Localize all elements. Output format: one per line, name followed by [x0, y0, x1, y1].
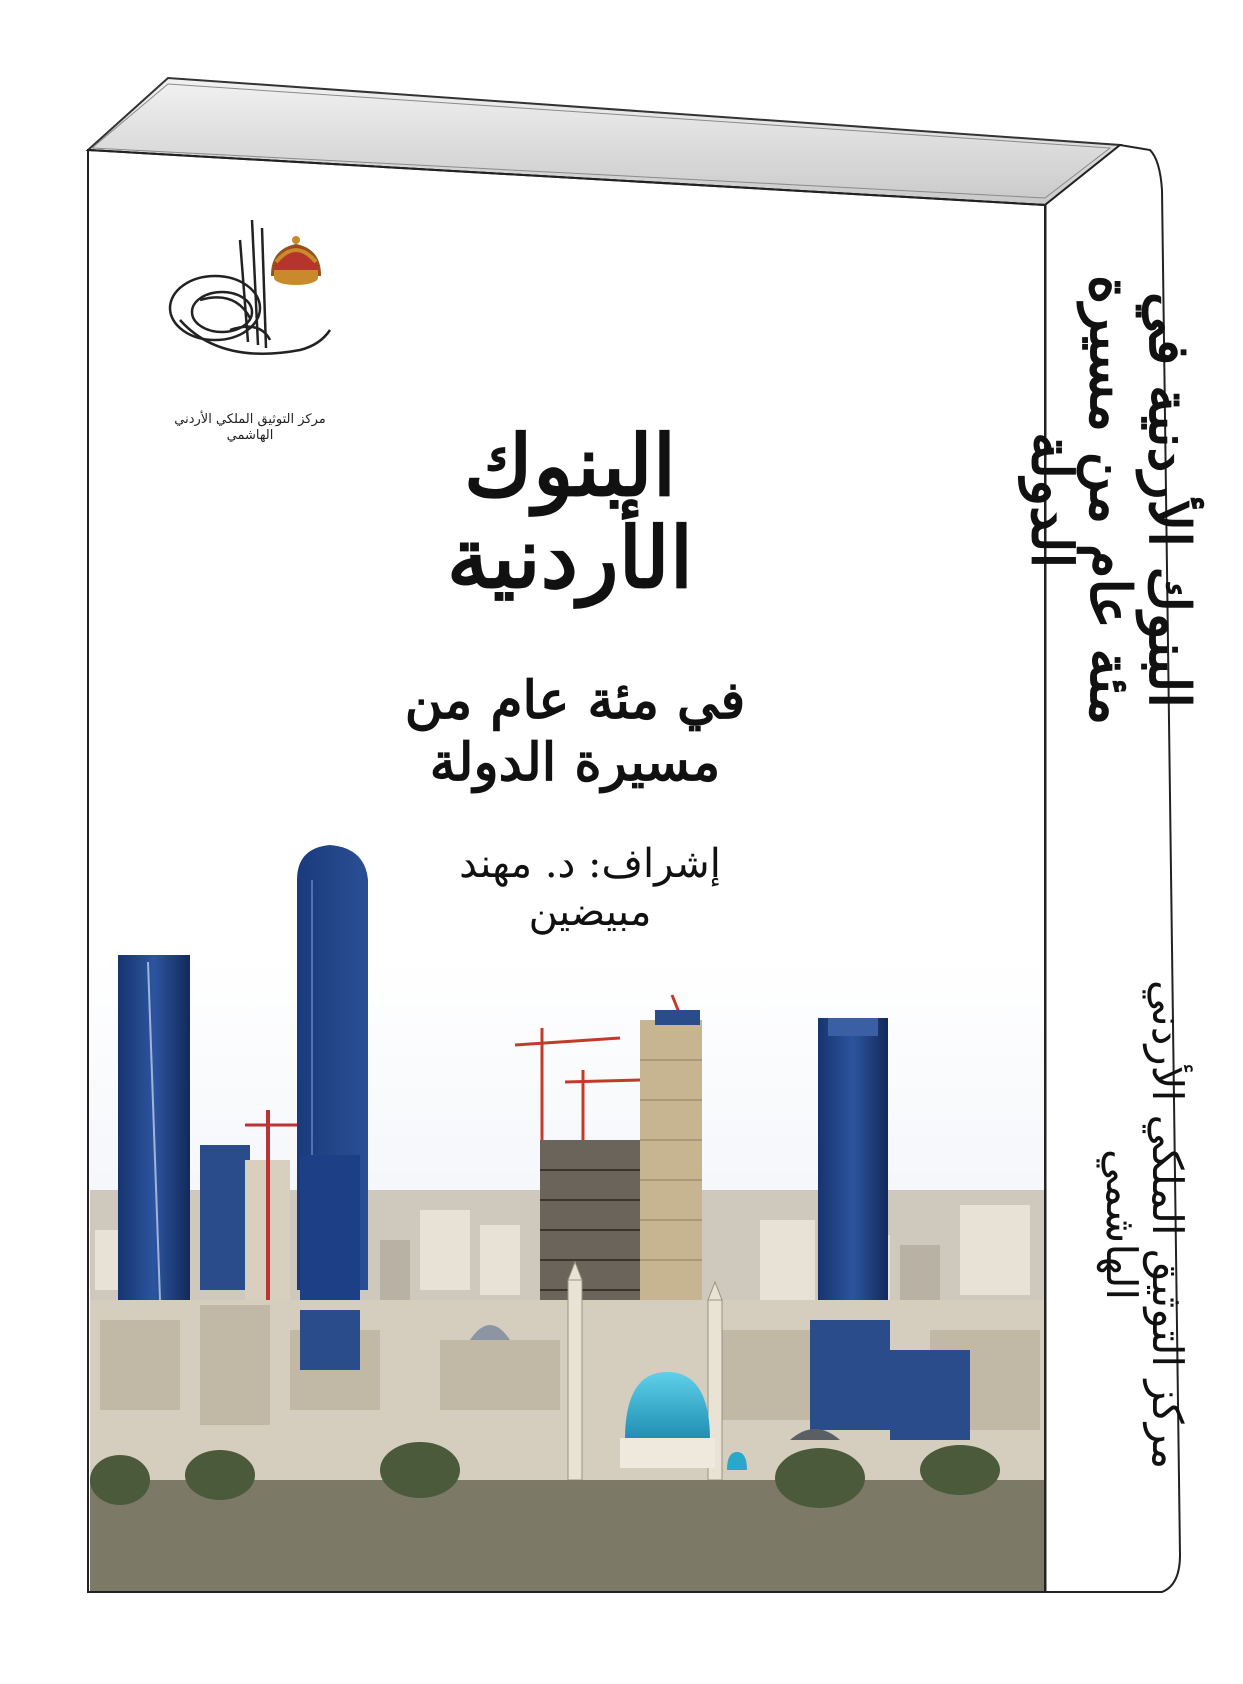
- publisher-label: مركز التوثيق الملكي الأردني الهاشمي: [174, 412, 326, 443]
- book-subtitle: في مئة عام من مسيرة الدولة: [404, 670, 746, 794]
- tower-right: [818, 1018, 888, 1328]
- book-title: البنوك الأردنية: [446, 416, 694, 608]
- tower-beige: [640, 1020, 702, 1310]
- spine-publisher: مركز التوثيق الملكي الأردني الهاشمي: [1096, 980, 1192, 1470]
- book-supervisor: إشراف: د. مهند مبيضين: [459, 841, 721, 935]
- spine-title: البنوك الأردنية في مئة عام من مسيرة الدولة: [1018, 274, 1202, 726]
